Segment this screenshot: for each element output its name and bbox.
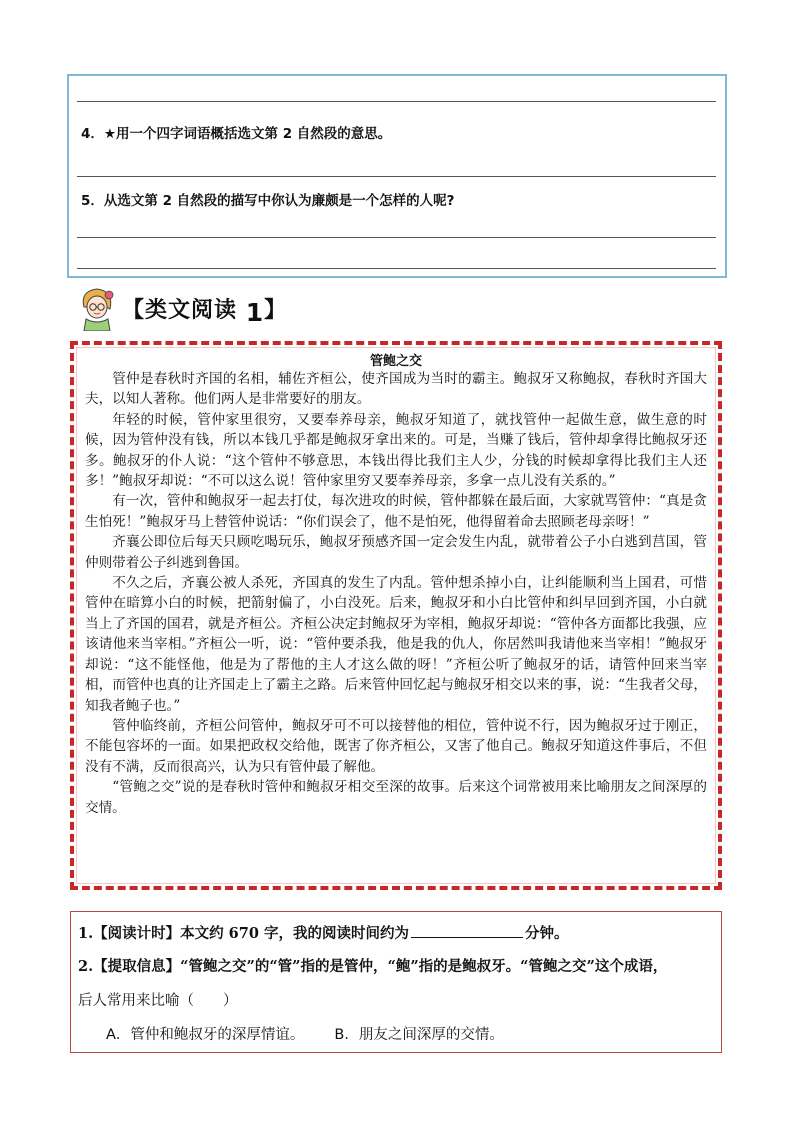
passage-title: 管鲍之交 — [369, 354, 422, 369]
question-box-bottom — [70, 911, 722, 1053]
option-b[interactable]: B．朋友之间深厚的交情。 — [334, 1027, 504, 1043]
answer-options — [106, 1023, 504, 1044]
question-5: 5．从选文第 2 自然段的描写中你认为廉颇是一个怎样的人呢? — [81, 193, 455, 209]
question-reading-time: 1.【阅读计时】本文约 670 字，我的阅读时间约为 分钟。 — [78, 925, 569, 942]
question-4: 4．★用一个四字词语概括选文第 2 自然段的意思。 — [81, 126, 392, 142]
passage-paragraph: 年轻的时候，管仲家里很穷，又要奉养母亲，鲍叔牙知道了，就找管仲一起做生意，做生意的时候，因为管仲没有钱，所以本钱几乎都是鲍叔牙拿出来的。可是，当赚了钱后，管仲却拿得比鲍叔牙还多。鲍叔牙的仆人说：“这个管仲不够意思，本钱出得比我们主人少，分钱的时候却拿得比我们主人还多！”鲍叔牙却说：“不可以这么说！管仲家里穷又要奉养母亲，多拿一点儿没有关系的。” — [85, 411, 707, 490]
question-extract-info-cont: 后人常用来比喻（ ） — [78, 993, 238, 1009]
reading-passage — [70, 341, 722, 890]
question-extract-info: 2.【提取信息】“管鲍之交”的“管”指的是管仲，“鲍”指的是鲍叔牙。“管鲍之交”这个成语， — [78, 958, 668, 975]
answer-line[interactable] — [77, 268, 716, 269]
question-box-top — [67, 74, 727, 278]
passage-paragraph: 管仲是春秋时齐国的名相，辅佐齐桓公，使齐国成为当时的霸主。鲍叔牙又称鲍叔，春秋时齐国大夫，以知人著称。他们两人是非常要好的朋友。 — [85, 371, 707, 408]
passage-paragraph: 管仲临终前，齐桓公问管仲，鲍叔牙可不可以接替他的相位，管仲说不行，因为鲍叔牙过于刚正，不能包容坏的一面。如果把政权交给他，既害了你齐桓公，又害了他自己。鲍叔牙知道这件事后，不但没有不满，反而很高兴，认为只有管仲最了解他。 — [85, 717, 707, 775]
answer-line[interactable] — [77, 101, 716, 102]
passage-paragraph: 有一次，管仲和鲍叔牙一起去打仗，每次进攻的时候，管仲都躲在最后面，大家就骂管仲：“真是贪生怕死！”鲍叔牙马上替管仲说话：“你们误会了，他不是怕死，他得留着命去照顾老母亲呀！” — [85, 493, 707, 530]
passage-body — [85, 369, 707, 818]
girl-reading-icon — [76, 285, 118, 331]
passage-paragraph: 不久之后，齐襄公被人杀死，齐国真的发生了内乱。管仲想杀掉小白，让纠能顺利当上国君，可惜管仲在暗算小白的时候，把箭射偏了，小白没死。后来，鲍叔牙和小白比管仲和纠早回到齐国，小白就当上了齐国的国君，就是齐桓公。齐桓公决定封鲍叔牙为宰相，鲍叔牙却说：“管仲各方面都比我强，应该请他来当宰相。”齐桓公一听，说：“管仲要杀我，他是我的仇人，你居然叫我请他来当宰相！”鲍叔牙却说：“这不能怪他，他是为了帮他的主人才这么做的呀！”齐桓公听了鲍叔牙的话，请管仲回来当宰相，而管仲也真的让齐国走上了霸主之路。后来管仲回忆起与鲍叔牙相交以来的事，说：“生我者父母，知我者鲍子也。” — [85, 575, 707, 714]
time-answer-blank[interactable] — [411, 924, 523, 938]
passage-paragraph: 齐襄公即位后每天只顾吃喝玩乐，鲍叔牙预感齐国一定会发生内乱，就带着公子小白逃到莒国，管仲则带着公子纠逃到鲁国。 — [85, 534, 707, 571]
option-a[interactable]: A．管仲和鲍叔牙的深厚情谊。 — [106, 1027, 305, 1043]
answer-line[interactable] — [77, 176, 716, 177]
answer-line[interactable] — [77, 237, 716, 238]
passage-paragraph: “管鲍之交”说的是春秋时管仲和鲍叔牙相交至深的故事。后来这个词常被用来比喻朋友之间深厚的交情。 — [85, 779, 707, 816]
section-title: 【类文阅读 1】 — [122, 298, 288, 327]
